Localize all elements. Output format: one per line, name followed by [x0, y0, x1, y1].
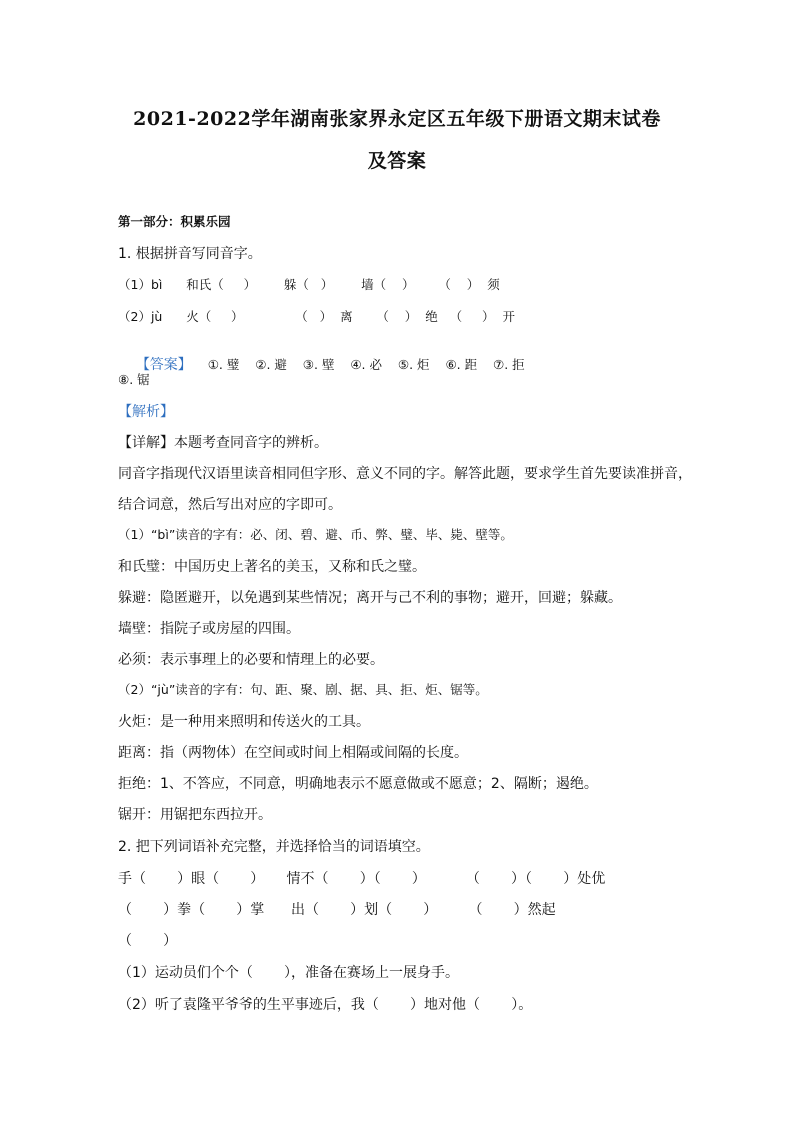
- paragraph-line-2: 结合词意，然后写出对应的字即可。: [118, 497, 342, 513]
- question-2-sentence-2: （2）听了袁隆平爷爷的生平事迹后，我（ ）地对他（ ）。: [118, 997, 533, 1013]
- definition-7: 拒绝：1、不答应，不同意，明确地表示不愿意做或不愿意；2、隔断；遏绝。: [118, 776, 598, 792]
- definition-2: 躲避：隐匿避开，以免遇到某些情况；离开与己不利的事物；避开，回避；躲藏。: [118, 590, 622, 606]
- document-title-line2: 及答案: [367, 150, 427, 172]
- question-2-prompt: 2. 把下列词语补充完整，并选择恰当的词语填空。: [118, 839, 430, 855]
- section-heading: 第一部分：积累乐园: [118, 214, 231, 229]
- answer-label: 【答案】: [135, 357, 192, 373]
- question-2-row-2: （ ）拳（ ）掌 出（ ）划（ ） （ ）然起: [118, 902, 556, 918]
- ju-character-list: （2）“jù”读音的字有：句、距、聚、剧、据、具、拒、炬、锯等。: [118, 682, 488, 697]
- analysis-label: 【解析】: [118, 404, 174, 420]
- question-2-sentence-1: （1）运动员们个个（ ），准备在赛场上一展身手。: [118, 965, 460, 981]
- bi-character-list: （1）“bì”读音的字有：必、闭、碧、避、币、弊、璧、毕、毙、壁等。: [118, 527, 513, 542]
- definition-8: 锯开：用锯把东西拉开。: [118, 807, 272, 823]
- definition-1: 和氏璧：中国历史上著名的美玉，又称和氏之璧。: [118, 559, 426, 575]
- definition-6: 距离：指（两物体）在空间或时间上相隔或间隔的长度。: [118, 745, 468, 761]
- question-2-row-3: （ ）: [118, 933, 178, 949]
- answer-line: [118, 338, 525, 390]
- question-1-prompt: 1. 根据拼音写同音字。: [118, 246, 262, 262]
- question-1-row-2: （2）jù 火（ ） （ ） 离 （ ） 绝 （ ） 开: [118, 309, 515, 324]
- answer-continuation: ⑧. 锯: [118, 372, 150, 387]
- detail-line: 【详解】本题考查同音字的辨析。: [118, 435, 328, 451]
- question-1-row-1: （1）bì 和氏（ ） 躲（ ） 墙（ ） （ ） 须: [118, 277, 500, 292]
- paragraph-line-1: 同音字指现代汉语里读音相同但字形、意义不同的字。解答此题，要求学生首先要读准拼音，: [118, 466, 692, 482]
- answer-text: ①. 璧 ②. 避 ③. 壁 ④. 必 ⑤. 炬 ⑥. 距 ⑦. 拒: [191, 357, 525, 372]
- document-title-line1: 2021-2022学年湖南张家界永定区五年级下册语文期末试卷: [133, 108, 661, 130]
- question-2-row-1: 手（ ）眼（ ） 情不（ ）（ ） （ ）（ ）处优: [118, 871, 606, 887]
- definition-4: 必须：表示事理上的必要和情理上的必要。: [118, 652, 384, 668]
- definition-3: 墙壁：指院子或房屋的四围。: [118, 621, 300, 637]
- definition-5: 火炬：是一种用来照明和传送火的工具。: [118, 714, 370, 730]
